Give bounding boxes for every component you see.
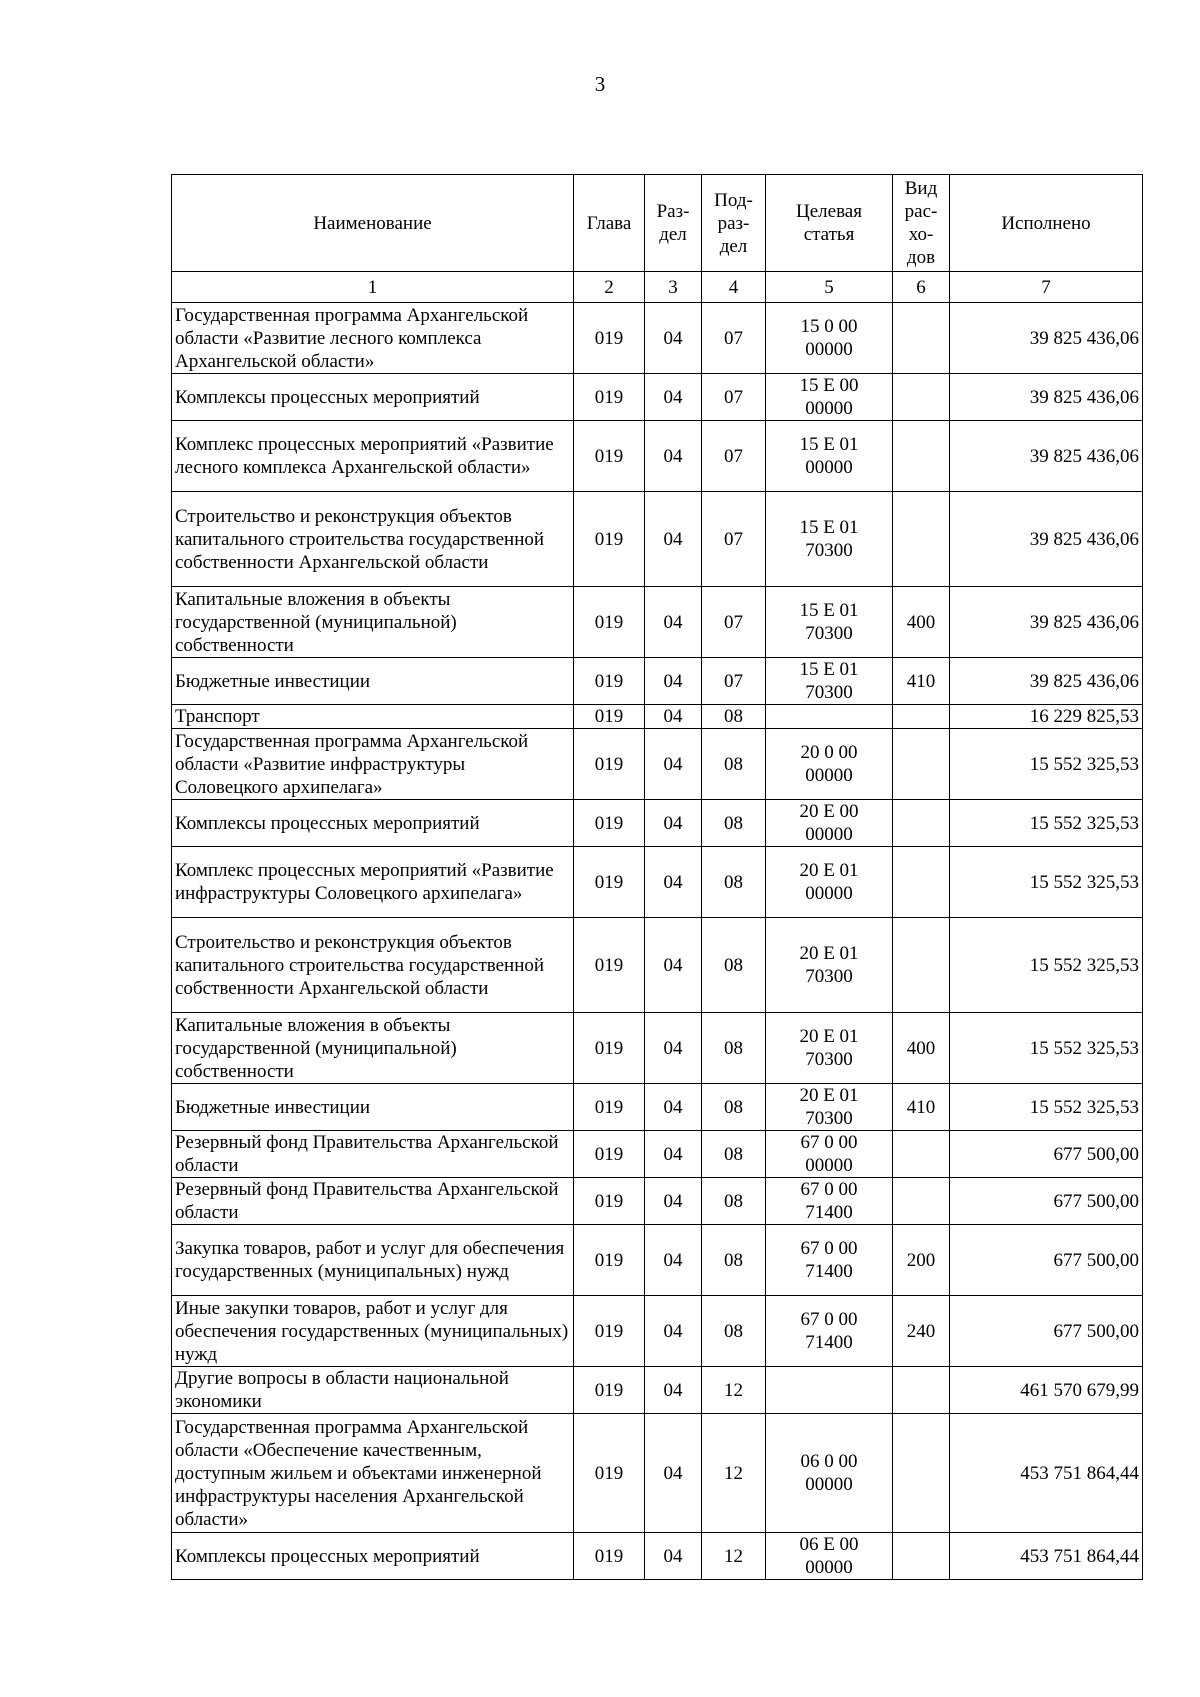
row-expense-type-cell xyxy=(893,492,950,587)
row-section-cell: 04 xyxy=(645,1367,702,1414)
row-amount-cell: 39 825 436,06 xyxy=(950,421,1143,492)
table-row xyxy=(172,1084,1143,1131)
row-expense-type-cell xyxy=(893,705,950,729)
row-name-cell: Комплексы процессных мероприятий xyxy=(172,1533,574,1580)
row-expense-type-cell: 410 xyxy=(893,1084,950,1131)
row-amount-cell: 39 825 436,06 xyxy=(950,492,1143,587)
row-target-cell: 20 Е 01 70300 xyxy=(766,918,893,1013)
row-target-cell xyxy=(766,1367,893,1414)
row-amount-cell: 15 552 325,53 xyxy=(950,918,1143,1013)
row-expense-type-cell xyxy=(893,1533,950,1580)
row-chapter-cell: 019 xyxy=(574,847,645,918)
row-section-cell: 04 xyxy=(645,1084,702,1131)
row-subsection-cell: 07 xyxy=(702,374,766,421)
row-section-cell: 04 xyxy=(645,918,702,1013)
row-name-cell: Иные закупки товаров, работ и услуг для обеспечения государственных (муниципальных) нужд xyxy=(172,1296,574,1367)
row-expense-type-cell xyxy=(893,303,950,374)
row-section-cell: 04 xyxy=(645,303,702,374)
row-target-cell: 06 0 00 00000 xyxy=(766,1414,893,1533)
row-target-cell: 15 Е 01 70300 xyxy=(766,658,893,705)
row-chapter-cell: 019 xyxy=(574,918,645,1013)
row-section-cell: 04 xyxy=(645,658,702,705)
page-number: 3 xyxy=(594,72,606,96)
table-row xyxy=(172,421,1143,492)
table-row xyxy=(172,1225,1143,1296)
row-amount-cell: 15 552 325,53 xyxy=(950,800,1143,847)
row-expense-type-cell xyxy=(893,1131,950,1178)
row-name-cell: Комплексы процессных мероприятий xyxy=(172,374,574,421)
row-section-cell: 04 xyxy=(645,374,702,421)
row-subsection-cell: 07 xyxy=(702,587,766,658)
table-row xyxy=(172,1414,1143,1533)
row-target-cell: 67 0 00 71400 xyxy=(766,1296,893,1367)
row-target-cell: 15 Е 00 00000 xyxy=(766,374,893,421)
header-expense-type: Вид рас- хо- дов xyxy=(893,175,950,272)
row-amount-cell: 15 552 325,53 xyxy=(950,1084,1143,1131)
row-section-cell: 04 xyxy=(645,587,702,658)
budget-table-body xyxy=(172,303,1143,1580)
row-amount-cell: 461 570 679,99 xyxy=(950,1367,1143,1414)
table-row xyxy=(172,492,1143,587)
row-chapter-cell: 019 xyxy=(574,303,645,374)
row-expense-type-cell: 400 xyxy=(893,1013,950,1084)
row-subsection-cell: 07 xyxy=(702,658,766,705)
row-chapter-cell: 019 xyxy=(574,1296,645,1367)
table-row xyxy=(172,658,1143,705)
row-expense-type-cell xyxy=(893,729,950,800)
row-expense-type-cell xyxy=(893,1367,950,1414)
row-target-cell: 67 0 00 71400 xyxy=(766,1178,893,1225)
header-name: Наименование xyxy=(172,175,574,272)
header-chapter: Глава xyxy=(574,175,645,272)
row-name-cell: Государственная программа Архангельской области «Развитие лесного комплекса Архангельской области» xyxy=(172,303,574,374)
row-name-cell: Бюджетные инвестиции xyxy=(172,1084,574,1131)
table-row xyxy=(172,729,1143,800)
row-target-cell: 15 Е 01 70300 xyxy=(766,587,893,658)
row-section-cell: 04 xyxy=(645,847,702,918)
budget-table xyxy=(171,174,1143,1580)
row-expense-type-cell xyxy=(893,918,950,1013)
row-chapter-cell: 019 xyxy=(574,1367,645,1414)
row-amount-cell: 39 825 436,06 xyxy=(950,587,1143,658)
table-row xyxy=(172,303,1143,374)
table-row xyxy=(172,847,1143,918)
table-row xyxy=(172,705,1143,729)
row-amount-cell: 677 500,00 xyxy=(950,1225,1143,1296)
table-row xyxy=(172,587,1143,658)
column-number: 3 xyxy=(645,272,702,303)
row-name-cell: Транспорт xyxy=(172,705,574,729)
row-chapter-cell: 019 xyxy=(574,1414,645,1533)
row-name-cell: Строительство и реконструкция объектов капитального строительства государственной собственности Архангельской области xyxy=(172,492,574,587)
row-subsection-cell: 12 xyxy=(702,1533,766,1580)
row-chapter-cell: 019 xyxy=(574,421,645,492)
row-name-cell: Комплекс процессных мероприятий «Развитие инфраструктуры Соловецкого архипелага» xyxy=(172,847,574,918)
row-subsection-cell: 08 xyxy=(702,1178,766,1225)
row-chapter-cell: 019 xyxy=(574,587,645,658)
row-expense-type-cell: 400 xyxy=(893,587,950,658)
header-row xyxy=(172,175,1143,272)
column-number: 1 xyxy=(172,272,574,303)
row-target-cell: 67 0 00 00000 xyxy=(766,1131,893,1178)
row-subsection-cell: 08 xyxy=(702,1013,766,1084)
row-section-cell: 04 xyxy=(645,705,702,729)
row-target-cell: 20 Е 01 70300 xyxy=(766,1084,893,1131)
row-subsection-cell: 07 xyxy=(702,492,766,587)
row-amount-cell: 39 825 436,06 xyxy=(950,374,1143,421)
row-name-cell: Другие вопросы в области национальной экономики xyxy=(172,1367,574,1414)
column-number: 5 xyxy=(766,272,893,303)
column-number: 7 xyxy=(950,272,1143,303)
row-section-cell: 04 xyxy=(645,1414,702,1533)
table-row xyxy=(172,918,1143,1013)
table-row xyxy=(172,1367,1143,1414)
row-expense-type-cell: 410 xyxy=(893,658,950,705)
header-target: Целевая статья xyxy=(766,175,893,272)
header-section: Раз- дел xyxy=(645,175,702,272)
row-chapter-cell: 019 xyxy=(574,658,645,705)
row-chapter-cell: 019 xyxy=(574,705,645,729)
row-subsection-cell: 08 xyxy=(702,1084,766,1131)
row-amount-cell: 453 751 864,44 xyxy=(950,1533,1143,1580)
row-name-cell: Резервный фонд Правительства Архангельской области xyxy=(172,1178,574,1225)
row-chapter-cell: 019 xyxy=(574,374,645,421)
row-name-cell: Строительство и реконструкция объектов капитального строительства государственной собственности Архангельской области xyxy=(172,918,574,1013)
header-executed: Исполнено xyxy=(950,175,1143,272)
row-subsection-cell: 08 xyxy=(702,800,766,847)
row-chapter-cell: 019 xyxy=(574,492,645,587)
row-chapter-cell: 019 xyxy=(574,729,645,800)
table-row xyxy=(172,1178,1143,1225)
row-subsection-cell: 08 xyxy=(702,847,766,918)
row-subsection-cell: 12 xyxy=(702,1414,766,1533)
table-row xyxy=(172,1131,1143,1178)
row-chapter-cell: 019 xyxy=(574,1533,645,1580)
row-chapter-cell: 019 xyxy=(574,1178,645,1225)
row-name-cell: Комплекс процессных мероприятий «Развитие лесного комплекса Архангельской области» xyxy=(172,421,574,492)
row-amount-cell: 39 825 436,06 xyxy=(950,303,1143,374)
header-subsection: Под- раз- дел xyxy=(702,175,766,272)
row-section-cell: 04 xyxy=(645,492,702,587)
row-target-cell: 15 Е 01 00000 xyxy=(766,421,893,492)
row-subsection-cell: 08 xyxy=(702,705,766,729)
table-row xyxy=(172,1533,1143,1580)
column-number: 6 xyxy=(893,272,950,303)
row-expense-type-cell xyxy=(893,1178,950,1225)
row-target-cell: 20 0 00 00000 xyxy=(766,729,893,800)
row-expense-type-cell xyxy=(893,421,950,492)
row-name-cell: Резервный фонд Правительства Архангельской области xyxy=(172,1131,574,1178)
row-name-cell: Комплексы процессных мероприятий xyxy=(172,800,574,847)
row-subsection-cell: 08 xyxy=(702,1296,766,1367)
row-amount-cell: 15 552 325,53 xyxy=(950,729,1143,800)
row-expense-type-cell xyxy=(893,847,950,918)
row-name-cell: Бюджетные инвестиции xyxy=(172,658,574,705)
row-subsection-cell: 07 xyxy=(702,421,766,492)
column-number-row xyxy=(172,272,1143,303)
row-amount-cell: 453 751 864,44 xyxy=(950,1414,1143,1533)
column-number: 2 xyxy=(574,272,645,303)
row-name-cell: Закупка товаров, работ и услуг для обеспечения государственных (муниципальных) нужд xyxy=(172,1225,574,1296)
table-row xyxy=(172,800,1143,847)
row-amount-cell: 677 500,00 xyxy=(950,1178,1143,1225)
row-target-cell: 20 Е 01 00000 xyxy=(766,847,893,918)
row-target-cell: 15 Е 01 70300 xyxy=(766,492,893,587)
row-expense-type-cell: 200 xyxy=(893,1225,950,1296)
row-amount-cell: 16 229 825,53 xyxy=(950,705,1143,729)
row-expense-type-cell: 240 xyxy=(893,1296,950,1367)
row-section-cell: 04 xyxy=(645,421,702,492)
row-target-cell xyxy=(766,705,893,729)
row-subsection-cell: 07 xyxy=(702,303,766,374)
row-expense-type-cell xyxy=(893,1414,950,1533)
row-amount-cell: 39 825 436,06 xyxy=(950,658,1143,705)
row-subsection-cell: 12 xyxy=(702,1367,766,1414)
row-section-cell: 04 xyxy=(645,800,702,847)
row-section-cell: 04 xyxy=(645,1013,702,1084)
row-chapter-cell: 019 xyxy=(574,1225,645,1296)
row-target-cell: 67 0 00 71400 xyxy=(766,1225,893,1296)
column-number: 4 xyxy=(702,272,766,303)
row-section-cell: 04 xyxy=(645,1533,702,1580)
row-amount-cell: 677 500,00 xyxy=(950,1131,1143,1178)
table-row xyxy=(172,374,1143,421)
row-expense-type-cell xyxy=(893,374,950,421)
row-chapter-cell: 019 xyxy=(574,1084,645,1131)
table-row xyxy=(172,1013,1143,1084)
row-subsection-cell: 08 xyxy=(702,729,766,800)
row-name-cell: Государственная программа Архангельской области «Развитие инфраструктуры Соловецкого архипелага» xyxy=(172,729,574,800)
row-subsection-cell: 08 xyxy=(702,1225,766,1296)
row-expense-type-cell xyxy=(893,800,950,847)
row-section-cell: 04 xyxy=(645,729,702,800)
row-subsection-cell: 08 xyxy=(702,1131,766,1178)
row-target-cell: 15 0 00 00000 xyxy=(766,303,893,374)
row-target-cell: 20 Е 00 00000 xyxy=(766,800,893,847)
row-amount-cell: 15 552 325,53 xyxy=(950,847,1143,918)
row-chapter-cell: 019 xyxy=(574,1131,645,1178)
row-section-cell: 04 xyxy=(645,1178,702,1225)
row-subsection-cell: 08 xyxy=(702,918,766,1013)
row-name-cell: Государственная программа Архангельской области «Обеспечение качественным, доступным жильем и объектами инженерной инфраструктуры населения Архангельской области» xyxy=(172,1414,574,1533)
row-section-cell: 04 xyxy=(645,1225,702,1296)
row-name-cell: Капитальные вложения в объекты государственной (муниципальной) собственности xyxy=(172,587,574,658)
row-chapter-cell: 019 xyxy=(574,800,645,847)
row-target-cell: 20 Е 01 70300 xyxy=(766,1013,893,1084)
row-name-cell: Капитальные вложения в объекты государственной (муниципальной) собственности xyxy=(172,1013,574,1084)
row-chapter-cell: 019 xyxy=(574,1013,645,1084)
row-amount-cell: 677 500,00 xyxy=(950,1296,1143,1367)
row-target-cell: 06 Е 00 00000 xyxy=(766,1533,893,1580)
row-section-cell: 04 xyxy=(645,1131,702,1178)
row-section-cell: 04 xyxy=(645,1296,702,1367)
table-row xyxy=(172,1296,1143,1367)
row-amount-cell: 15 552 325,53 xyxy=(950,1013,1143,1084)
